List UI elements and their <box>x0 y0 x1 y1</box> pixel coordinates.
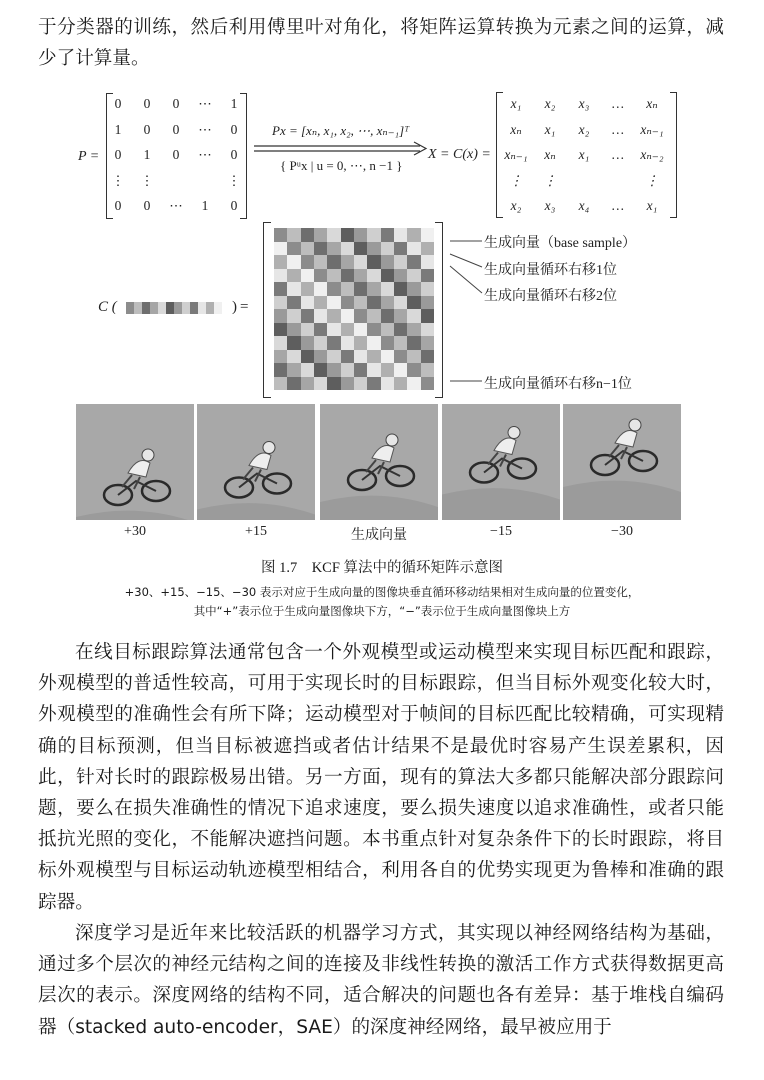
perm-matrix-cell: 1 <box>201 198 209 213</box>
circ-matrix-cell: x₄ <box>578 198 590 213</box>
cyclist-image <box>76 404 194 520</box>
base-vector-segment <box>198 302 206 314</box>
circ-matrix-cell: xₙ₋₁ <box>504 147 528 162</box>
circulant-cell <box>394 363 407 377</box>
perm-matrix-cell: 0 <box>230 121 238 137</box>
cyclist-image <box>442 404 560 520</box>
circulant-cell <box>287 363 300 377</box>
circulant-cell <box>354 255 367 269</box>
circulant-cell <box>327 282 340 296</box>
circulant-cell <box>394 282 407 296</box>
circulant-cell <box>341 377 354 391</box>
circulant-cell <box>394 255 407 269</box>
circulant-grid <box>274 228 434 390</box>
annotation-shift-n-1: 生成向量循环右移n−1位 <box>484 377 632 392</box>
circulant-cell <box>354 228 367 242</box>
base-vector-segment <box>190 302 198 314</box>
circulant-cell <box>274 309 287 323</box>
circulant-cell <box>407 350 420 364</box>
circulant-cell <box>274 242 287 256</box>
perm-matrix-cell: ⋯ <box>198 147 212 162</box>
circulant-cell <box>287 323 300 337</box>
circulant-cell <box>327 309 340 323</box>
circulant-cell <box>274 363 287 377</box>
perm-matrix-cell: ⋯ <box>169 198 183 213</box>
circulant-cell <box>381 255 394 269</box>
circulant-cell <box>274 350 287 364</box>
circulant-cell <box>381 269 394 283</box>
circulant-cell <box>354 363 367 377</box>
circulant-cell <box>367 282 380 296</box>
circulant-cell <box>341 282 354 296</box>
circ-matrix-cell: x₂ <box>544 96 556 111</box>
perm-matrix-cell: 0 <box>172 96 180 111</box>
circulant-cell <box>287 282 300 296</box>
photo-label-base: 生成向量 <box>351 528 407 543</box>
circulant-cell <box>314 255 327 269</box>
circulant-cell <box>301 309 314 323</box>
circulant-cell <box>354 269 367 283</box>
circ-matrix-cell: xₙ <box>646 96 658 111</box>
circulant-cell <box>287 296 300 310</box>
circulant-cell <box>314 377 327 391</box>
circulant-cell <box>354 296 367 310</box>
cyclist-image <box>563 404 681 520</box>
arrow-bottom-formula: { Pᵘx | u = 0, ⋯, n −1 } <box>280 158 403 173</box>
base-vector-segment <box>126 302 134 314</box>
perm-matrix-cell: 0 <box>172 147 180 162</box>
circulant-cell <box>367 269 380 283</box>
circulant-cell <box>354 350 367 364</box>
circ-matrix-cell: x₁ <box>510 96 522 111</box>
circulant-cell <box>381 323 394 337</box>
circulant-cell <box>381 350 394 364</box>
annotation-base-sample: 生成向量（base sample） <box>484 236 637 251</box>
base-vector-strip <box>126 302 222 314</box>
perm-matrix-cell: ⋯ <box>198 96 212 111</box>
photo-plus30 <box>76 404 194 520</box>
circulant-cell <box>367 350 380 364</box>
circ-matrix-cell: ⋮ <box>543 172 557 188</box>
perm-matrix-cell: 0 <box>143 121 151 137</box>
circulant-cell <box>367 377 380 391</box>
circ-matrix-cell: … <box>611 198 624 213</box>
perm-matrix-cell: 1 <box>230 96 238 111</box>
circulant-cell <box>407 336 420 350</box>
circulant-cell <box>301 323 314 337</box>
circulant-cell <box>274 323 287 337</box>
figure-note-line1: +30、+15、−15、−30 表示对应于生成向量的图像块垂直循环移动结果相对生成向量的位置变化， <box>124 585 640 599</box>
circulant-cell <box>367 363 380 377</box>
circulant-cell <box>341 296 354 310</box>
circulant-cell <box>301 363 314 377</box>
circ-matrix-cell: x₃ <box>578 96 590 111</box>
circulant-cell <box>394 323 407 337</box>
circ-matrix-cell: … <box>611 96 624 111</box>
circulant-cell <box>301 282 314 296</box>
circulant-cell <box>341 336 354 350</box>
perm-matrix-cell: ⋮ <box>227 172 241 188</box>
intro-paragraph: 于分类器的训练，然后利用傅里叶对角化，将矩阵运算转换为元素之间的运算，减少了计算量。 <box>38 17 724 70</box>
perm-matrix-cell: 0 <box>114 198 122 213</box>
circulant-cell <box>381 282 394 296</box>
circ-matrix-cell: ⋮ <box>645 172 659 188</box>
base-vector-segment <box>166 302 174 314</box>
circulant-cell <box>354 336 367 350</box>
circulant-cell <box>274 282 287 296</box>
circulant-cell <box>287 377 300 391</box>
circulant-cell <box>274 269 287 283</box>
circulant-cell <box>301 228 314 242</box>
circulant-cell <box>341 363 354 377</box>
circulant-cell <box>421 228 434 242</box>
circulant-cell <box>407 309 420 323</box>
base-vector-segment <box>214 302 222 314</box>
perm-matrix-cell: 0 <box>230 198 238 213</box>
circulant-cell <box>314 323 327 337</box>
perm-matrix-cell: ⋯ <box>198 121 212 137</box>
circulant-cell <box>421 323 434 337</box>
circulant-cell <box>367 242 380 256</box>
circulant-cell <box>274 377 287 391</box>
body-paragraph-1: 在线目标跟踪算法通常包含一个外观模型或运动模型来实现目标匹配和跟踪，外观模型的普适性较高，可用于实现长时的目标跟踪，但当目标外观变化较大时，外观模型的准确性会有所下降；运动模型对于帧间的目标匹配比较精确，可实现精确的目标预测，但当目标被遮挡或者估计结果不是最优时容易产生误差累积，因此，针对长时的跟踪极易出错。另一方面，现有的算法大多都只能解决部分跟踪问题，要么在损失准确性的情况下追求速度，要么损失速度以追求准确性，或者只能抵抗光照的变化，不能解决遮挡问题。本书重点针对复杂条件下的长时跟踪，将目标外观模型与目标运动轨迹模型相结合，利用各自的优势实现更为鲁棒和准确的跟踪器。 <box>38 642 724 913</box>
circulant-cell <box>327 377 340 391</box>
perm-matrix-cell: ⋮ <box>140 172 154 188</box>
cyclist-image <box>197 404 315 520</box>
circulant-cell <box>314 309 327 323</box>
circ-matrix-cell: x₁ <box>646 198 658 213</box>
circ-matrix-label: X = C(x) = <box>428 147 491 162</box>
circulant-cell <box>381 309 394 323</box>
circulant-cell <box>354 282 367 296</box>
circ-matrix-cell: x₂ <box>578 121 590 137</box>
circulant-cell <box>421 255 434 269</box>
circulant-cell <box>287 242 300 256</box>
circulant-cell <box>314 269 327 283</box>
circ-matrix-cell: … <box>611 147 624 162</box>
circulant-cell <box>367 336 380 350</box>
circulant-cell <box>274 296 287 310</box>
circulant-cell <box>301 377 314 391</box>
circulant-cell <box>287 336 300 350</box>
perm-matrix-cell: 1 <box>114 121 122 137</box>
circulant-cell <box>394 350 407 364</box>
circulant-cell <box>274 255 287 269</box>
circulant-cell <box>287 309 300 323</box>
circulant-cell <box>327 336 340 350</box>
circulant-cell <box>381 336 394 350</box>
figure-caption: 图 1.7 KCF 算法中的循环矩阵示意图 <box>260 560 504 576</box>
circulant-cell <box>327 242 340 256</box>
circ-matrix-cell: x₃ <box>544 198 556 213</box>
circulant-cell <box>327 269 340 283</box>
circulant-cell <box>421 269 434 283</box>
c-function-label: C ( <box>98 299 117 315</box>
circulant-cell <box>381 377 394 391</box>
photo-label-minus15: −15 <box>490 524 512 539</box>
circ-matrix-cell: x₂ <box>510 198 522 213</box>
annotation-lines <box>436 232 486 392</box>
double-arrow-icon <box>254 141 430 157</box>
photo-label-plus30: +30 <box>124 524 146 539</box>
circulant-cell <box>394 242 407 256</box>
circulant-cell <box>314 363 327 377</box>
circulant-cell <box>314 336 327 350</box>
circ-matrix-cell: ⋮ <box>509 172 523 188</box>
photo-plus15 <box>197 404 315 520</box>
circulant-cell <box>301 296 314 310</box>
circulant-cell <box>327 350 340 364</box>
cyclist-image <box>320 404 438 520</box>
circulant-cell <box>341 269 354 283</box>
circulant-cell <box>407 377 420 391</box>
circulant-cell <box>341 309 354 323</box>
circulant-cell <box>394 336 407 350</box>
circulant-cell <box>354 323 367 337</box>
circulant-cell <box>367 296 380 310</box>
circulant-cell <box>301 336 314 350</box>
perm-matrix-cell: ⋮ <box>111 172 125 188</box>
photo-label-minus30: −30 <box>611 524 633 539</box>
base-vector-segment <box>174 302 182 314</box>
circ-matrix-cell: x₁ <box>578 147 590 162</box>
circulant-cell <box>421 350 434 364</box>
circulant-cell <box>381 296 394 310</box>
photo-minus15 <box>442 404 560 520</box>
circulant-cell <box>327 255 340 269</box>
circ-matrix-cell: xₙ₋₂ <box>640 147 664 162</box>
perm-matrix-cell: 1 <box>143 147 151 162</box>
circ-matrix-cell: xₙ <box>510 121 522 137</box>
circulant-cell <box>274 336 287 350</box>
circulant-cell <box>287 350 300 364</box>
circulant-cell <box>314 350 327 364</box>
circulant-cell <box>421 296 434 310</box>
circulant-cell <box>314 296 327 310</box>
circulant-cell <box>394 377 407 391</box>
perm-matrix-cell: 0 <box>143 198 151 213</box>
circulant-cell <box>327 363 340 377</box>
circulant-cell <box>287 269 300 283</box>
circulant-cell <box>301 242 314 256</box>
circulant-cell <box>394 269 407 283</box>
perm-matrix-cell: 0 <box>172 121 180 137</box>
circulant-cell <box>381 242 394 256</box>
base-vector-segment <box>206 302 214 314</box>
circulant-cell <box>314 228 327 242</box>
perm-matrix-label: P = <box>78 149 100 164</box>
circulant-cell <box>407 323 420 337</box>
circulant-cell <box>421 336 434 350</box>
circulant-cell <box>354 242 367 256</box>
base-vector-segment <box>158 302 166 314</box>
photo-label-plus15: +15 <box>245 524 267 539</box>
circulant-cell <box>367 323 380 337</box>
circ-matrix-cell: xₙ₋₁ <box>640 121 664 137</box>
circulant-cell <box>367 309 380 323</box>
circulant-cell <box>341 323 354 337</box>
circulant-cell <box>314 282 327 296</box>
annotation-shift-2: 生成向量循环右移2位 <box>484 289 617 304</box>
circulant-cell <box>421 282 434 296</box>
circulant-cell <box>421 242 434 256</box>
circulant-cell <box>274 228 287 242</box>
base-vector-segment <box>150 302 158 314</box>
circulant-cell <box>354 309 367 323</box>
circulant-cell <box>421 377 434 391</box>
circulant-cell <box>354 377 367 391</box>
c-function-close: ) <box>232 299 237 315</box>
circulant-cell <box>407 242 420 256</box>
base-vector-segment <box>182 302 190 314</box>
body-paragraph-2: 深度学习是近年来比较活跃的机器学习方式，其实现以神经网络结构为基础，通过多个层次的神经元结构之间的连接及非线性转换的激活工作方式获得数据更高层次的表示。深度网络的结构不同，适合解决的问题也各有差异：基于堆栈自编码器（stacked auto-encoder，SAE）的深度神经网络，最早被应用于 <box>38 923 724 1038</box>
arrow-top-formula: Px = [xₙ, x₁, x₂, ⋯, xₙ₋₁]ᵀ <box>272 123 410 138</box>
circulant-cell <box>327 296 340 310</box>
circulant-cell <box>341 242 354 256</box>
circulant-cell <box>301 269 314 283</box>
photo-minus30 <box>563 404 681 520</box>
circ-matrix-cell: xₙ <box>544 147 556 162</box>
circulant-cell <box>341 350 354 364</box>
circulant-cell <box>407 296 420 310</box>
circulant-cell <box>407 363 420 377</box>
circulant-cell <box>301 350 314 364</box>
circulant-cell <box>394 296 407 310</box>
circulant-cell <box>341 228 354 242</box>
circulant-cell <box>407 255 420 269</box>
circulant-cell <box>394 228 407 242</box>
circulant-cell <box>421 363 434 377</box>
circulant-cell <box>287 255 300 269</box>
photo-base <box>320 404 438 520</box>
base-vector-segment <box>142 302 150 314</box>
circulant-cell <box>327 228 340 242</box>
perm-matrix-cell: 0 <box>143 96 151 111</box>
circulant-cell <box>421 309 434 323</box>
circulant-cell <box>314 242 327 256</box>
circulant-cell <box>301 255 314 269</box>
circulant-cell <box>407 269 420 283</box>
circulant-cell <box>394 309 407 323</box>
annotation-shift-1: 生成向量循环右移1位 <box>484 263 617 278</box>
circulant-cell <box>327 323 340 337</box>
circulant-cell <box>287 228 300 242</box>
circulant-cell <box>341 255 354 269</box>
circulant-cell <box>367 255 380 269</box>
circulant-cell <box>381 363 394 377</box>
circulant-cell <box>367 228 380 242</box>
c-equals: = <box>240 299 249 315</box>
perm-matrix-cell: 0 <box>114 96 122 111</box>
circulant-cell <box>381 228 394 242</box>
circulant-cell <box>407 282 420 296</box>
circ-matrix-cell: x₁ <box>544 121 556 137</box>
circ-matrix-cell: … <box>611 121 624 137</box>
base-vector-segment <box>134 302 142 314</box>
figure-note-line2: 其中“+”表示位于生成向量图像块下方，“−”表示位于生成向量图像块上方 <box>193 604 571 618</box>
circulant-cell <box>407 228 420 242</box>
perm-matrix-cell: 0 <box>230 147 238 162</box>
perm-matrix-cell: 0 <box>114 147 122 162</box>
